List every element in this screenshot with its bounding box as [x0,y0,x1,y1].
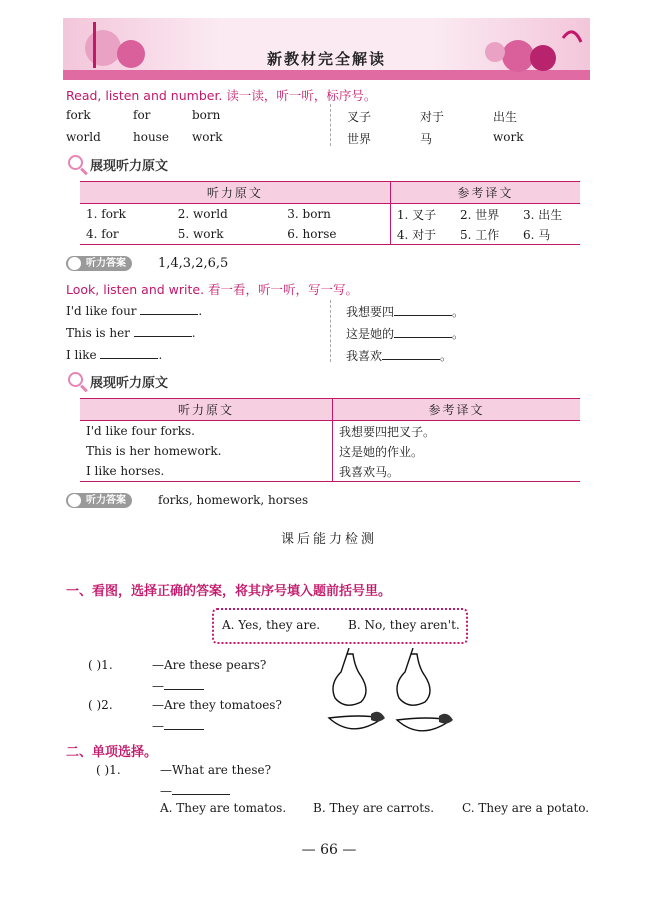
table-row [80,441,580,461]
fill-text: I'd like four [66,304,137,318]
word: world [66,130,101,144]
dash: — [152,679,164,693]
table-cell: 5. work [172,224,282,245]
table-cell: 6. 马 [517,224,580,245]
table-cell: I'd like four forks. [86,424,195,438]
answer-line [152,678,204,693]
table-cell: 3. 出生 [522,207,563,222]
q2-text: —Are they tomatoes? [152,698,282,712]
punct: . [158,348,163,362]
table-cell: 这是她的作业。 [333,441,581,461]
word: 对于 [420,110,445,124]
table-header: 参考译文 [390,182,580,204]
table-cell: 1. fork [86,207,126,221]
word: house [133,130,169,144]
fill-text: This is her [66,326,130,340]
word: work [493,130,524,144]
transcript-table-1 [80,181,580,245]
answer-1: 1,4,3,2,6,5 [158,256,229,271]
magnifier-icon [68,372,83,387]
choice-c: C. They are a potato. [462,801,590,815]
word: born [192,108,221,122]
part2-q1-text: —What are these? [160,763,272,777]
transcript-heading: 展现听力原文 [90,376,169,391]
table-cell: 4. for [80,224,172,245]
headphones-icon [68,257,81,270]
part1-heading: 一、看图，选择正确的答案，将其序号填入题前括号里。 [66,584,392,599]
eggplants-picture [325,708,455,738]
option-b: B. No, they aren't. [348,618,460,632]
answer-badge [66,256,132,271]
q1-bracket[interactable]: ( )1. [88,658,113,672]
pear-1 [333,654,366,705]
section2-instruction: Look, listen and write. 看一看，听一听，写一写。 [66,282,359,297]
section1-instruction: Read, listen and number. 读一读，听一听，标序号。 [66,88,377,103]
table-header: 参考译文 [333,399,581,421]
word: fork [66,108,91,122]
word: 叉子 [347,110,372,124]
fill-text: 我想要四 [346,305,395,319]
answer-badge-label: 听力答案 [86,258,126,269]
punct: 。 [452,327,465,341]
blank[interactable] [164,718,204,730]
fill-line [66,325,196,340]
table-row [80,224,580,245]
table-cell: This is her homework. [86,444,222,458]
table-cell: 2. world [177,207,228,221]
fill-text: I like [66,348,97,362]
word: 出生 [493,110,518,124]
fill-line [66,347,162,362]
word: 马 [420,132,433,146]
divider [330,104,331,146]
table-cell: 6. horse [281,224,390,245]
punct: . [191,326,196,340]
part2-q1-bracket[interactable]: ( )1. [96,763,121,777]
blank[interactable] [134,325,192,337]
table-row [80,204,580,225]
punct: 。 [452,305,465,319]
option-a: A. Yes, they are. [222,618,321,632]
dash: — [160,784,172,798]
blank[interactable] [164,678,204,690]
transcript-heading: 展现听力原文 [90,159,169,174]
word: work [192,130,223,144]
table-row [80,421,580,442]
table-cell: 2. 世界 [459,207,500,222]
pear-2 [397,654,430,705]
answer-line [160,783,230,798]
blank[interactable] [394,326,452,338]
transcript-table-2 [80,398,580,482]
answer-2: forks, homework, horses [158,493,309,507]
table-header: 听力原文 [80,399,333,421]
table-cell: 3. born [287,207,331,221]
answer-line [152,718,204,733]
choice-a: A. They are tomatos. [160,801,287,815]
fill-line [66,303,202,318]
fill-line [346,303,464,320]
word: for [133,108,151,122]
punct: 。 [440,349,453,363]
blank[interactable] [394,304,452,316]
table-cell: 我喜欢马。 [333,461,581,482]
table-cell: I like horses. [80,461,333,482]
fill-text: 我喜欢 [346,349,383,363]
blank[interactable] [172,783,230,795]
blank[interactable] [382,348,440,360]
page-number: — 66 — [301,842,357,858]
table-cell: 5. 工作 [454,224,517,245]
after-class-title: 课后能力检测 [280,532,377,547]
table-cell: 我想要四把叉子。 [333,421,581,442]
q2-bracket[interactable]: ( )2. [88,698,113,712]
answer-badge [66,493,132,508]
table-cell: 1. 叉子 [390,204,454,225]
fill-line [346,325,464,342]
header-banner [63,18,590,80]
table-cell: 4. 对于 [390,224,454,245]
pears-picture [325,648,445,708]
choice-b: B. They are carrots. [313,801,435,815]
blank[interactable] [100,347,158,359]
blank[interactable] [140,303,198,315]
punct: . [198,304,203,318]
word: 世界 [347,132,372,146]
answer-badge-label: 听力答案 [86,495,126,506]
table-header: 听力原文 [80,182,390,204]
fill-line [346,347,452,364]
fill-text: 这是她的 [346,327,395,341]
part2-heading: 二、单项选择。 [66,745,158,760]
divider [330,300,331,362]
dash: — [152,719,164,733]
table-row [80,461,580,482]
page-title: 新教材完全解读 [266,50,386,68]
magnifier-icon [68,155,83,170]
headphones-icon [68,494,81,507]
q1-text: —Are these pears? [152,658,267,672]
